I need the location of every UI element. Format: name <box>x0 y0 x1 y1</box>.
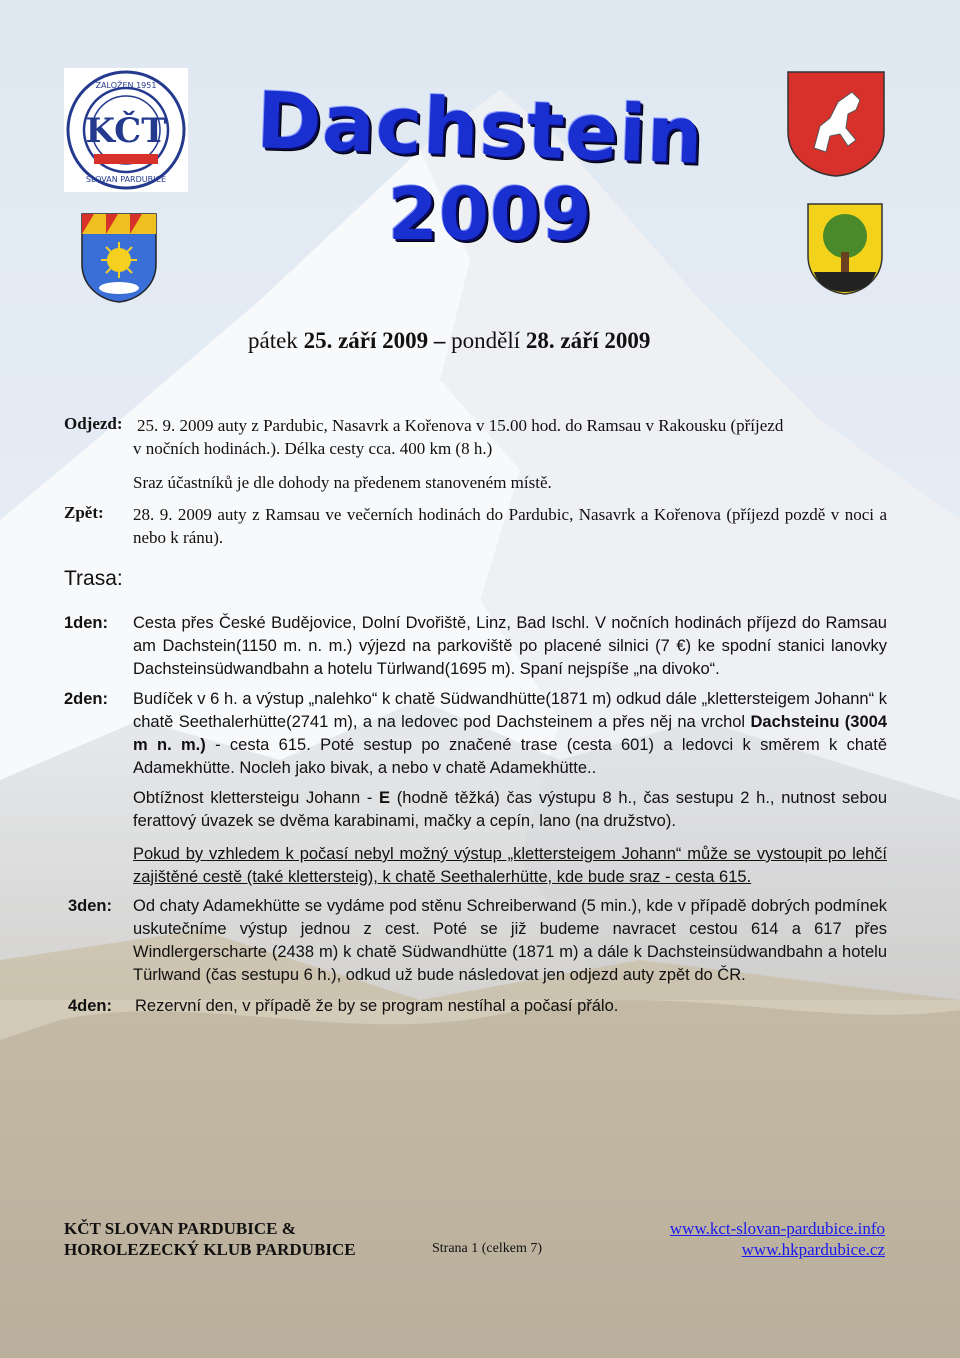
page-title: Dachstein <box>255 76 705 182</box>
svg-text:SLOVAN PARDUBICE: SLOVAN PARDUBICE <box>85 175 167 184</box>
day2-difficulty: Obtížnost klettersteigu Johann - E (hodně těžká) čas výstupu 8 h., čas sestupu 2 h., nutnost sebou ferattový úvazek se dvěma karabinami, mačky a cepín, lano (na družstvo). <box>133 789 888 830</box>
footer-links <box>620 1218 885 1260</box>
return-label: Zpět: <box>64 503 104 522</box>
day2-text: Budíček v 6 h. a výstup „nalehko“ k chatě Südwandhütte(1871 m) odkud dále „klettersteigem Johann“ k chatě Seethalerhütte(2741 m), a na ledovec pod Dachsteinem a přes něj na vrchol Dachsteinu (3004 m n. m.) - cesta 615. Poté sestup po značené trase (cesta 601) a ledovci k směrem k chatě Adamekhütte. Nocleh jako bivak, a nebo v chatě Adamekhütte.. <box>133 690 887 777</box>
route-heading: Trasa: <box>64 567 123 590</box>
tree-coat-of-arms-icon <box>806 202 884 296</box>
day4-label: 4den: <box>68 997 113 1015</box>
hk-website-link[interactable]: www.hkpardubice.cz <box>741 1240 885 1259</box>
return-text: 28. 9. 2009 auty z Ramsau ve večerních hodinách do Pardubic, Nasavrk a Kořenova (příjezd pozdě v noci a nebo k ránu). <box>133 505 887 547</box>
day3-text: Od chaty Adamekhütte se vydáme pod stěnu Schreiberwand (5 min.), kde v případě dobrých podmínek uskutečníme výstup jednou z cest. Poté se již budeme navracet cestou 614 a 617 přes Windlergerscharte (2438 m) k chatě Südwandhütte (1871 m) a dále k Dachsteinsüdwandbahn a hotelu Türlwand (čas sestupu 6 h.), odkud už bude následovat jen odjezd auty zpět do ČR. <box>133 897 887 984</box>
day1-text: Cesta přes České Budějovice, Dolní Dvořiště, Linz, Bad Ischl. V nočních hodinách příjezd do Ramsau am Dachstein(1150 m. n. m.) výjezd na parkoviště po placené silnici (7 €) ke spodní stanici lanovky Dachsteinsüdwandbahn a hotelu Türlwand(1695 m). Spaní nejspíše „na divoko“. <box>133 614 887 678</box>
departure-line-1: 25. 9. 2009 auty z Pardubic, Nasavrk a Kořenova v 15.00 hod. do Ramsau v Rakousku (příjezd <box>137 416 784 435</box>
day2-label: 2den: <box>64 690 109 708</box>
footer-organizers <box>64 1218 356 1260</box>
footer-org-2: HOROLEZECKÝ KLUB PARDUBICE <box>64 1240 356 1259</box>
horse-coat-of-arms-icon <box>786 70 886 178</box>
sun-coat-of-arms-icon <box>80 212 158 304</box>
footer-org-1: KČT SLOVAN PARDUBICE & <box>64 1219 296 1238</box>
departure-line-2: v nočních hodinách.). Délka cesty cca. 400 km (8 h.) <box>133 439 493 458</box>
page-number: Strana 1 (celkem 7) <box>432 1241 543 1256</box>
event-dates: pátek 25. září 2009 – pondělí 28. září 2009 <box>248 328 651 353</box>
svg-text:KČT: KČT <box>85 111 167 151</box>
day2-alternative: Pokud by vzhledem k počasí nebyl možný výstup „klettersteigem Johann“ může se vystoupit po lehčí zajištěné cestě (také klettersteig), k chatě Seethalerhütte, kde bude sraz - cesta 615. <box>133 845 887 886</box>
svg-text:ZALOŽEN 1951: ZALOŽEN 1951 <box>95 81 157 90</box>
page-title-year: 2009 <box>387 172 593 256</box>
departure-label: Odjezd: <box>64 414 123 433</box>
kct-club-logo <box>64 68 188 192</box>
day3-label: 3den: <box>68 897 113 915</box>
meeting-note: Sraz účastníků je dle dohody na předenem stanoveném místě. <box>133 473 552 492</box>
day1-label: 1den: <box>64 614 109 632</box>
day4-text: Rezervní den, v případě že by se program nestíhal a počasí přálo. <box>135 997 619 1015</box>
kct-website-link[interactable]: www.kct-slovan-pardubice.info <box>669 1219 885 1238</box>
